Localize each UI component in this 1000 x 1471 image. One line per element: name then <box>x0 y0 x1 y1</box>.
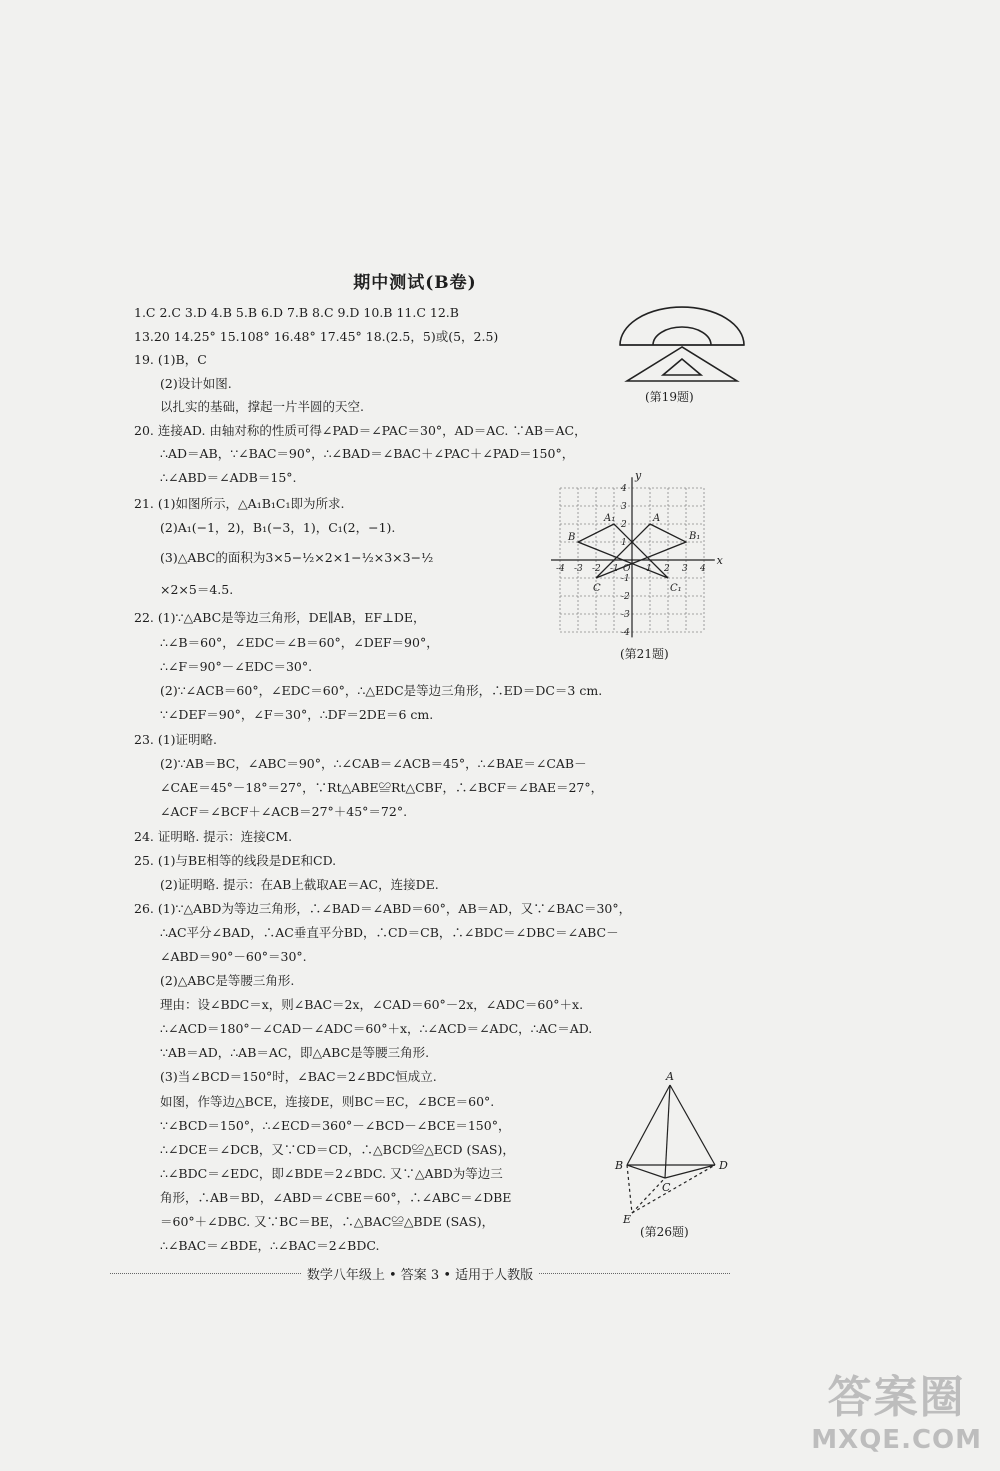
x-axis-label: x <box>716 554 723 567</box>
answer-line: 22. (1)∵△ABC是等边三角形，DE∥AB，EF⊥DE， <box>134 610 426 625</box>
x-tick-label: 2 <box>664 564 670 574</box>
answer-line: 25. (1)与BE相等的线段是DE和CD. <box>134 853 337 868</box>
page-footer <box>110 1262 730 1284</box>
footer-dots-left <box>110 1273 301 1274</box>
answer-line: (3)△ABC的面积为3×5−½×2×1−½×3×3−½ <box>160 550 434 565</box>
watermark <box>811 1361 982 1455</box>
segment-cd <box>665 1165 715 1178</box>
y-tick-label: 3 <box>621 502 627 512</box>
answer-line: ∴∠DCE＝∠DCB，又∵CD＝CD，∴△BCD≌△ECD (SAS)， <box>160 1142 515 1157</box>
answer-line: (2)∵AB＝BC，∠ABC＝90°，∴∠CAB＝∠ACB＝45°，∴∠BAE＝∠CAB－ <box>160 756 587 771</box>
figure-19 <box>615 305 750 385</box>
segment-ed <box>632 1165 715 1213</box>
answer-line: ∴∠ABD＝∠ADB＝15°. <box>160 470 297 485</box>
answer-line: ∴AC平分∠BAD，∴AC垂直平分BD，∴CD＝CB，∴∠BDC＝∠DBC＝∠ABC－ <box>160 925 619 940</box>
point-label-b: B <box>568 532 576 543</box>
answer-line: (3)当∠BCD＝150°时，∠BAC＝2∠BDC恒成立. <box>160 1069 437 1084</box>
answer-line: ∴∠ACD＝180°－∠CAD－∠ADC＝60°＋x，∴∠ACD＝∠ADC，∴AC＝AD. <box>160 1021 593 1036</box>
answer-line: ×2×5＝4.5. <box>160 582 234 597</box>
answer-line: 理由：设∠BDC＝x，则∠BAC＝2x，∠CAD＝60°－2x，∠ADC＝60°＋x. <box>160 997 584 1012</box>
answer-line: 21. (1)如图所示，△A₁B₁C₁即为所求. <box>134 496 345 511</box>
y-tick-label: -1 <box>621 574 630 584</box>
watermark-bottom: MXQE.COM <box>811 1425 982 1455</box>
figure-26 <box>605 1065 770 1230</box>
origin-label: O <box>623 564 631 574</box>
point-label-c: C <box>593 583 601 594</box>
segment-bc <box>627 1165 665 1178</box>
x-tick-label: -2 <box>592 564 601 574</box>
answer-line: 19. (1)B，C <box>134 352 207 367</box>
segment-ab <box>627 1085 670 1165</box>
fig19-outer-arc <box>620 307 744 345</box>
answer-line: ∴∠BDC＝∠EDC，即∠BDE＝2∠BDC. 又∵△ABD为等边三 <box>160 1166 503 1181</box>
answer-line: (2)∵∠ACB＝60°，∠EDC＝60°，∴△EDC是等边三角形，∴ED＝DC＝3 cm. <box>160 683 603 698</box>
answer-line: 20. 连接AD. 由轴对称的性质可得∠PAD＝∠PAC＝30°，AD＝AC. ∵AB＝AC， <box>134 423 587 438</box>
x-tick-label: -4 <box>556 564 565 574</box>
point-label-d: D <box>719 1159 728 1172</box>
answer-line: 13.20 14.25° 15.108° 16.48° 17.45° 18.(2.5，5)或(5，2.5) <box>134 329 499 344</box>
answer-line: 1.C 2.C 3.D 4.B 5.B 6.D 7.B 8.C 9.D 10.B 11.C 12.B <box>134 305 459 320</box>
segment-ad <box>670 1085 715 1165</box>
answer-line: 如图，作等边△BCE，连接DE，则BC＝EC，∠BCE＝60°. <box>160 1094 495 1109</box>
point-label-c: C <box>662 1181 671 1194</box>
answer-line: (2)A₁(−1，2)，B₁(−3，1)，C₁(2，−1). <box>160 520 396 535</box>
caption-fig26: (第26题) <box>640 1225 689 1239</box>
point-label-b1: B₁ <box>689 531 701 542</box>
answer-line: 23. (1)证明略. <box>134 732 218 747</box>
answer-line: ∴∠F＝90°－∠EDC＝30°. <box>160 659 313 674</box>
y-tick-label: -2 <box>621 592 630 602</box>
fig19-inner-triangle <box>663 359 701 375</box>
point-label-a: A <box>666 1070 674 1083</box>
footer-dots-right <box>539 1273 730 1274</box>
point-label-a: A <box>653 513 661 524</box>
y-tick-label: -3 <box>621 610 630 620</box>
y-tick-label: 2 <box>621 520 627 530</box>
point-label-e: E <box>623 1213 632 1226</box>
x-tick-label: -3 <box>574 564 583 574</box>
watermark-top: 答案圈 <box>827 1372 966 1423</box>
x-tick-label: -1 <box>610 564 619 574</box>
y-axis-label: y <box>635 469 642 482</box>
segment-be <box>627 1165 632 1213</box>
answer-line: ∠ABD＝90°－60°＝30°. <box>160 949 307 964</box>
x-tick-label: 3 <box>682 564 688 574</box>
answer-line: ＝60°＋∠DBC. 又∵BC＝BE，∴△BAC≌△BDE (SAS)， <box>160 1214 495 1229</box>
answer-line: 26. (1)∵△ABD为等边三角形，∴∠BAD＝∠ABD＝60°，AB＝AD，又∵∠BAC＝30°， <box>134 901 632 916</box>
answer-line: (2)△ABC是等腰三角形. <box>160 973 295 988</box>
caption-fig19: (第19题) <box>645 390 694 404</box>
answer-line: ∵∠BCD＝150°，∴∠ECD＝360°－∠BCD－∠BCE＝150°， <box>160 1118 511 1133</box>
answer-line: ∴∠BAC＝∠BDE，∴∠BAC＝2∠BDC. <box>160 1238 380 1253</box>
answer-line: ∠ACF＝∠BCF＋∠ACB＝27°＋45°＝72°. <box>160 804 408 819</box>
answer-line: ∴∠B＝60°，∠EDC＝∠B＝60°，∠DEF＝90°， <box>160 635 439 650</box>
caption-fig21: (第21题) <box>620 647 669 661</box>
fig19-inner-arc <box>653 327 711 345</box>
y-tick-label: 4 <box>621 484 627 494</box>
answer-line: ∠CAE＝45°－18°＝27°，∵Rt△ABE≌Rt△CBF，∴∠BCF＝∠BAE＝27°， <box>160 780 604 795</box>
footer-text: 数学八年级上 • 答案 3 • 适用于人教版 <box>306 1267 534 1283</box>
figure-21 <box>556 460 735 645</box>
segment-ec <box>632 1178 665 1213</box>
point-label-a1: A₁ <box>604 513 616 524</box>
page-title: 期中测试(B卷) <box>353 273 477 293</box>
answer-line: 以扎实的基础，撑起一片半圆的天空. <box>160 399 364 414</box>
x-tick-label: 4 <box>700 564 706 574</box>
answer-line: ∵∠DEF＝90°，∠F＝30°，∴DF＝2DE＝6 cm. <box>160 707 434 722</box>
point-label-c1: C₁ <box>670 583 682 594</box>
fig19-outer-triangle <box>627 347 737 381</box>
answer-line: 24. 证明略. 提示：连接CM. <box>134 829 293 844</box>
segment-ac <box>665 1085 670 1178</box>
x-tick-label: 1 <box>646 564 652 574</box>
point-label-b: B <box>615 1159 624 1172</box>
answer-line: ∵AB＝AD，∴AB＝AC，即△ABC是等腰三角形. <box>160 1045 430 1060</box>
answer-line: ∴AD＝AB，∵∠BAC＝90°，∴∠BAD＝∠BAC＋∠PAC＋∠PAD＝150°， <box>160 446 575 461</box>
answer-line: (2)证明略. 提示：在AB上截取AE＝AC，连接DE. <box>160 877 439 892</box>
y-tick-label: -4 <box>621 628 630 638</box>
y-tick-label: 1 <box>621 538 627 548</box>
answer-line: (2)设计如图. <box>160 376 232 391</box>
answer-line: 角形，∴AB＝BD，∠ABD＝∠CBE＝60°，∴∠ABC＝∠DBE <box>160 1190 512 1205</box>
